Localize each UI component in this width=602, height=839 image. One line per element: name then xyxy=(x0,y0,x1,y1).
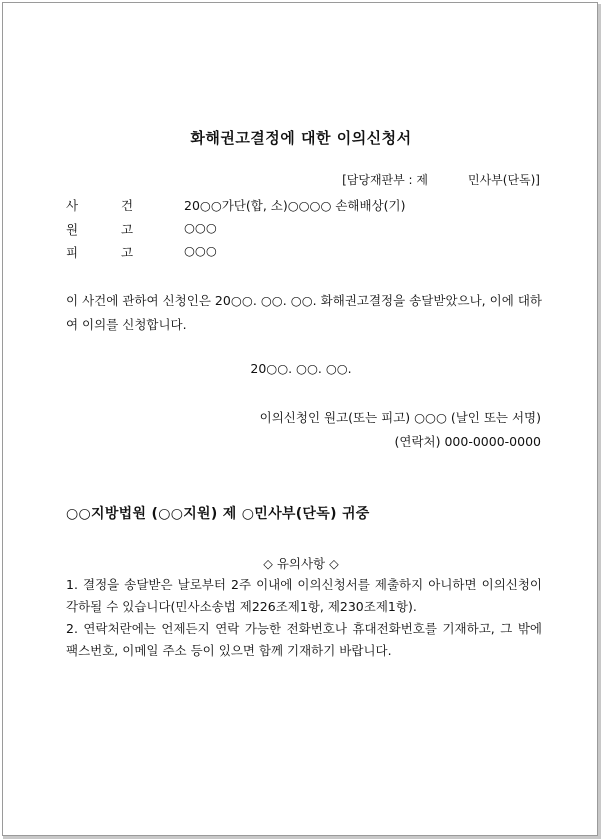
applicant-line: 이의신청인 원고(또는 피고) ○○○ (날인 또는 서명) xyxy=(259,410,541,425)
department-prefix: [담당재판부 : 제 xyxy=(342,173,428,187)
body-paragraph: 이 사건에 관하여 신청인은 20○○. ○○. ○○. 화해권고결정을 송달받았으나, 이에 대하여 이의를 신청합니다. xyxy=(66,293,542,332)
department-line xyxy=(342,171,540,188)
notice-title: ◇ 유의사항 ◇ xyxy=(263,556,339,571)
plaintiff-label-first: 원 xyxy=(66,222,79,237)
defendant-label-first: 피 xyxy=(66,245,79,260)
defendant-value: ○○○ xyxy=(184,243,217,258)
contact-line: (연락처) 000-0000-0000 xyxy=(394,434,541,449)
case-label-first: 사 xyxy=(66,198,79,213)
defendant-label-second: 고 xyxy=(121,245,134,260)
department-suffix: 민사부(단독)] xyxy=(467,173,540,187)
notice-list xyxy=(66,574,542,662)
document-title: 화해권고결정에 대한 이의신청서 xyxy=(190,129,412,147)
plaintiff-value: ○○○ xyxy=(184,220,217,235)
notice-item: 2. 연락처란에는 언제든지 연락 가능한 전화번호나 휴대전화번호를 기재하고, 그 밖에 팩스번호, 이메일 주소 등이 있으면 함께 기재하기 바랍니다. xyxy=(66,621,542,658)
case-value: 20○○가단(합, 소)○○○○ 손해배상(기) xyxy=(184,198,406,213)
document-date: 20○○. ○○. ○○. xyxy=(250,361,352,376)
plaintiff-label-second: 고 xyxy=(121,222,134,237)
case-label-second: 건 xyxy=(121,198,134,213)
notice-item: 1. 결정을 송달받은 날로부터 2주 이내에 이의신청서를 제출하지 아니하면 이의신청이 각하될 수 있습니다(민사소송법 제226조제1항, 제230조제1항). xyxy=(66,577,542,614)
court-addressee: ○○지방법원 (○○지원) 제 ○민사부(단독) 귀중 xyxy=(66,506,370,522)
